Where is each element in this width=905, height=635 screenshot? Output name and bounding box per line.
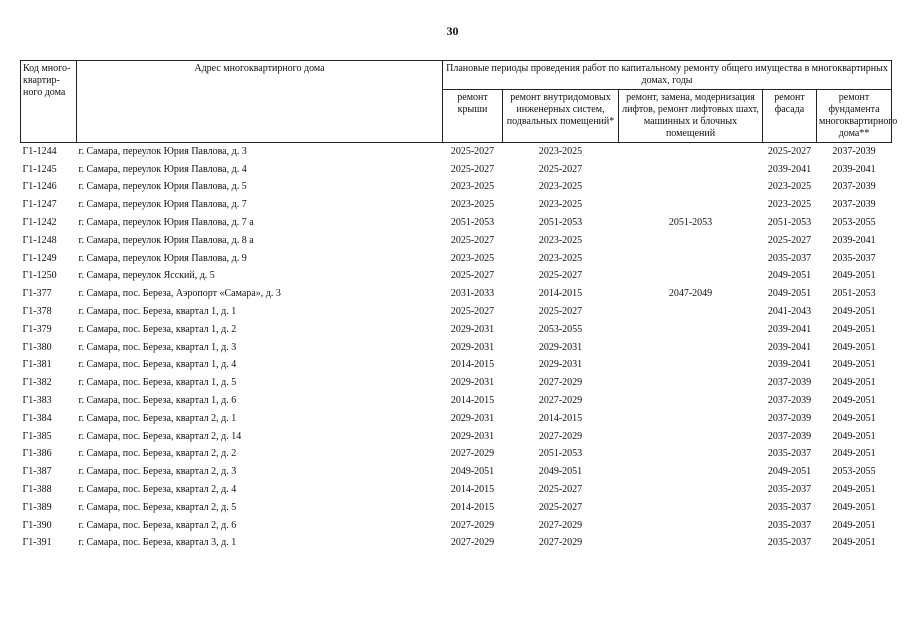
cell-engineering: 2049-2051 — [538, 466, 583, 478]
table-row — [21, 268, 892, 286]
cell-code: Г1-386 — [22, 448, 52, 460]
cell-lifts — [619, 481, 763, 499]
cell-foundation: 2037-2039 — [832, 181, 876, 193]
cell-lifts — [619, 535, 763, 553]
cell-code: Г1-1248 — [22, 234, 57, 246]
cell-roof: 2023-2025 — [450, 252, 495, 264]
cell-address: г. Самара, пос. Береза, квартал 1, д. 1 — [78, 306, 237, 318]
cell-foundation: 2049-2051 — [832, 448, 876, 460]
cell-address: г. Самара, пос. Береза, квартал 2, д. 4 — [78, 484, 237, 496]
cell-roof: 2029-2031 — [450, 323, 495, 335]
cell-foundation: 2049-2051 — [832, 501, 876, 513]
cell-roof: 2023-2025 — [450, 181, 495, 193]
header-code: Код много-квартир-ного дома — [21, 61, 77, 143]
cell-roof: 2014-2015 — [450, 501, 495, 513]
cell-roof: 2023-2025 — [450, 199, 495, 211]
cell-engineering: 2025-2027 — [538, 484, 583, 496]
cell-facade: 2049-2051 — [767, 466, 812, 478]
cell-code: Г1-377 — [22, 288, 52, 300]
cell-foundation: 2049-2051 — [832, 412, 876, 424]
cell-facade: 2023-2025 — [767, 199, 812, 211]
cell-address: г. Самара, переулок Юрия Павлова, д. 3 — [78, 145, 247, 157]
cell-code: Г1-390 — [22, 519, 52, 531]
table-row — [21, 250, 892, 268]
cell-foundation: 2049-2051 — [832, 270, 876, 282]
cell-lifts — [619, 196, 763, 214]
page-number: 30 — [446, 24, 459, 38]
cell-lifts — [619, 339, 763, 357]
header-periods: Плановые периоды проведения работ по капитальному ремонту общего имущества в многоквартирных домах, годы — [443, 61, 892, 90]
cell-facade: 2037-2039 — [767, 395, 812, 407]
cell-engineering: 2025-2027 — [538, 270, 583, 282]
cell-roof: 2029-2031 — [450, 341, 495, 353]
cell-roof: 2031-2033 — [450, 288, 495, 300]
cell-facade: 2049-2051 — [767, 288, 812, 300]
cell-engineering: 2023-2025 — [538, 252, 583, 264]
cell-address: г. Самара, переулок Юрия Павлова, д. 5 — [78, 181, 247, 193]
cell-address: г. Самара, переулок Юрия Павлова, д. 7 а — [78, 217, 254, 229]
cell-facade: 2039-2041 — [767, 341, 812, 353]
cell-facade: 2035-2037 — [767, 448, 812, 460]
table-row — [21, 446, 892, 464]
table-row — [21, 428, 892, 446]
cell-code: Г1-1250 — [22, 270, 57, 282]
table-row — [21, 161, 892, 179]
cell-lifts — [619, 161, 763, 179]
table-row — [21, 374, 892, 392]
cell-address: г. Самара, пос. Береза, квартал 1, д. 2 — [78, 323, 237, 335]
cell-foundation: 2049-2051 — [832, 395, 876, 407]
cell-engineering: 2025-2027 — [538, 306, 583, 318]
table-row — [21, 143, 892, 161]
table-row — [21, 214, 892, 232]
cell-address: г. Самара, пос. Береза, квартал 1, д. 4 — [78, 359, 237, 371]
cell-address: г. Самара, пос. Береза, квартал 3, д. 1 — [78, 537, 237, 549]
cell-lifts — [619, 428, 763, 446]
cell-code: Г1-1247 — [22, 199, 57, 211]
cell-roof: 2029-2031 — [450, 377, 495, 389]
cell-foundation: 2039-2041 — [832, 234, 876, 246]
header-roof: ремонт крыши — [443, 90, 503, 143]
cell-engineering: 2027-2029 — [538, 430, 583, 442]
cell-foundation: 2035-2037 — [832, 252, 876, 264]
cell-address: г. Самара, пос. Береза, квартал 1, д. 3 — [78, 341, 237, 353]
cell-engineering: 2027-2029 — [538, 519, 583, 531]
cell-facade: 2037-2039 — [767, 377, 812, 389]
cell-facade: 2037-2039 — [767, 430, 812, 442]
cell-roof: 2014-2015 — [450, 395, 495, 407]
table-row — [21, 339, 892, 357]
cell-address: г. Самара, пос. Береза, квартал 2, д. 6 — [78, 519, 237, 531]
cell-facade: 2051-2053 — [767, 217, 812, 229]
cell-facade: 2039-2041 — [767, 359, 812, 371]
cell-roof: 2049-2051 — [450, 466, 495, 478]
table-row — [21, 535, 892, 553]
table-row — [21, 285, 892, 303]
header-foundation: ремонт фундамента многоквартирного дома** — [817, 90, 892, 143]
cell-lifts — [619, 321, 763, 339]
cell-address: г. Самара, пос. Береза, квартал 2, д. 14 — [78, 430, 242, 442]
cell-foundation: 2051-2053 — [832, 288, 876, 300]
cell-address: г. Самара, переулок Юрия Павлова, д. 9 — [78, 252, 247, 264]
cell-roof: 2014-2015 — [450, 359, 495, 371]
cell-address: г. Самара, пос. Береза, квартал 2, д. 3 — [78, 466, 237, 478]
cell-lifts — [619, 499, 763, 517]
cell-engineering: 2023-2025 — [538, 145, 583, 157]
cell-address: г. Самара, пос. Береза, квартал 1, д. 6 — [78, 395, 237, 407]
cell-lifts — [619, 446, 763, 464]
table-row — [21, 517, 892, 535]
capital-repair-table — [20, 60, 898, 552]
cell-facade: 2035-2037 — [767, 537, 812, 549]
table-row — [21, 481, 892, 499]
cell-roof: 2025-2027 — [450, 145, 495, 157]
cell-facade: 2041-2043 — [767, 306, 812, 318]
cell-code: Г1-385 — [22, 430, 52, 442]
cell-engineering: 2027-2029 — [538, 537, 583, 549]
cell-facade: 2025-2027 — [767, 234, 812, 246]
cell-engineering: 2023-2025 — [538, 234, 583, 246]
cell-facade: 2025-2027 — [767, 145, 812, 157]
cell-foundation: 2049-2051 — [832, 484, 876, 496]
cell-facade: 2037-2039 — [767, 412, 812, 424]
table-row — [21, 463, 892, 481]
cell-lifts — [619, 250, 763, 268]
cell-code: Г1-388 — [22, 484, 52, 496]
cell-address: г. Самара, пос. Береза, квартал 2, д. 2 — [78, 448, 237, 460]
table-row — [21, 179, 892, 197]
cell-code: Г1-389 — [22, 501, 52, 513]
cell-foundation: 2049-2051 — [832, 306, 876, 318]
cell-address: г. Самара, пос. Береза, квартал 2, д. 1 — [78, 412, 237, 424]
cell-code: Г1-1244 — [22, 145, 57, 157]
cell-lifts — [619, 357, 763, 375]
cell-address: г. Самара, пос. Береза, Аэропорт «Самара», д. 3 — [78, 288, 281, 300]
cell-facade: 2035-2037 — [767, 501, 812, 513]
table-row — [21, 410, 892, 428]
cell-facade: 2039-2041 — [767, 323, 812, 335]
cell-roof: 2027-2029 — [450, 537, 495, 549]
header-lifts: ремонт, замена, модернизация лифтов, ремонт лифтовых шахт, машинных и блочных помещений — [619, 90, 763, 143]
table-row — [21, 303, 892, 321]
cell-code: Г1-1242 — [22, 217, 57, 229]
cell-engineering: 2029-2031 — [538, 341, 583, 353]
cell-address: г. Самара, переулок Ясский, д. 5 — [78, 270, 215, 282]
cell-code: Г1-1246 — [22, 181, 57, 193]
cell-roof: 2027-2029 — [450, 519, 495, 531]
cell-code: Г1-379 — [22, 323, 52, 335]
cell-roof: 2025-2027 — [450, 163, 495, 175]
table-row — [21, 357, 892, 375]
cell-foundation: 2049-2051 — [832, 341, 876, 353]
header-facade: ремонт фасада — [763, 90, 817, 143]
cell-address: г. Самара, переулок Юрия Павлова, д. 7 — [78, 199, 247, 211]
cell-foundation: 2053-2055 — [832, 466, 876, 478]
cell-roof: 2025-2027 — [450, 234, 495, 246]
cell-engineering: 2051-2053 — [538, 217, 583, 229]
cell-lifts — [619, 517, 763, 535]
cell-lifts — [619, 143, 763, 161]
cell-engineering: 2053-2055 — [538, 323, 583, 335]
cell-engineering: 2029-2031 — [538, 359, 583, 371]
cell-facade: 2035-2037 — [767, 519, 812, 531]
cell-lifts — [619, 374, 763, 392]
table-row — [21, 392, 892, 410]
cell-code: Г1-383 — [22, 395, 52, 407]
cell-code: Г1-1245 — [22, 163, 57, 175]
cell-code: Г1-380 — [22, 341, 52, 353]
cell-engineering: 2014-2015 — [538, 288, 583, 300]
cell-roof: 2025-2027 — [450, 270, 495, 282]
header-address: Адрес многоквартирного дома — [77, 61, 443, 143]
cell-facade: 2035-2037 — [767, 484, 812, 496]
cell-roof: 2025-2027 — [450, 306, 495, 318]
cell-foundation: 2049-2051 — [832, 430, 876, 442]
cell-code: Г1-378 — [22, 306, 52, 318]
cell-lifts: 2051-2053 — [668, 217, 713, 229]
cell-address: г. Самара, пос. Береза, квартал 2, д. 5 — [78, 501, 237, 513]
cell-foundation: 2049-2051 — [832, 537, 876, 549]
cell-engineering: 2027-2029 — [538, 395, 583, 407]
table-header — [21, 61, 898, 143]
cell-roof: 2014-2015 — [450, 484, 495, 496]
table-row — [21, 321, 892, 339]
cell-code: Г1-391 — [22, 537, 52, 549]
cell-lifts — [619, 232, 763, 250]
cell-code: Г1-382 — [22, 377, 52, 389]
cell-engineering: 2051-2053 — [538, 448, 583, 460]
cell-address: г. Самара, переулок Юрия Павлова, д. 4 — [78, 163, 247, 175]
cell-foundation: 2037-2039 — [832, 145, 876, 157]
cell-engineering: 2023-2025 — [538, 181, 583, 193]
cell-engineering: 2025-2027 — [538, 163, 583, 175]
cell-roof: 2027-2029 — [450, 448, 495, 460]
cell-foundation: 2053-2055 — [832, 217, 876, 229]
cell-roof: 2029-2031 — [450, 412, 495, 424]
table-row — [21, 232, 892, 250]
cell-roof: 2051-2053 — [450, 217, 495, 229]
cell-code: Г1-381 — [22, 359, 52, 371]
cell-facade: 2023-2025 — [767, 181, 812, 193]
cell-foundation: 2049-2051 — [832, 377, 876, 389]
cell-lifts — [619, 179, 763, 197]
cell-code: Г1-1249 — [22, 252, 57, 264]
header-engineering: ремонт внутридомовых инженерных систем, подвальных помещений* — [503, 90, 619, 143]
cell-foundation: 2037-2039 — [832, 199, 876, 211]
cell-lifts — [619, 268, 763, 286]
cell-engineering: 2025-2027 — [538, 501, 583, 513]
cell-address: г. Самара, переулок Юрия Павлова, д. 8 а — [78, 234, 254, 246]
cell-foundation: 2049-2051 — [832, 519, 876, 531]
cell-foundation: 2049-2051 — [832, 323, 876, 335]
cell-roof: 2029-2031 — [450, 430, 495, 442]
table-body — [21, 143, 892, 553]
cell-facade: 2035-2037 — [767, 252, 812, 264]
cell-foundation: 2049-2051 — [832, 359, 876, 371]
cell-engineering: 2027-2029 — [538, 377, 583, 389]
cell-lifts — [619, 410, 763, 428]
cell-engineering: 2014-2015 — [538, 412, 583, 424]
cell-engineering: 2023-2025 — [538, 199, 583, 211]
cell-lifts — [619, 303, 763, 321]
cell-lifts — [619, 392, 763, 410]
cell-address: г. Самара, пос. Береза, квартал 1, д. 5 — [78, 377, 237, 389]
cell-lifts — [619, 463, 763, 481]
cell-lifts: 2047-2049 — [668, 288, 713, 300]
cell-facade: 2049-2051 — [767, 270, 812, 282]
table-row — [21, 196, 892, 214]
cell-foundation: 2039-2041 — [832, 163, 876, 175]
cell-code: Г1-387 — [22, 466, 52, 478]
table-row — [21, 499, 892, 517]
cell-facade: 2039-2041 — [767, 163, 812, 175]
cell-code: Г1-384 — [22, 412, 52, 424]
